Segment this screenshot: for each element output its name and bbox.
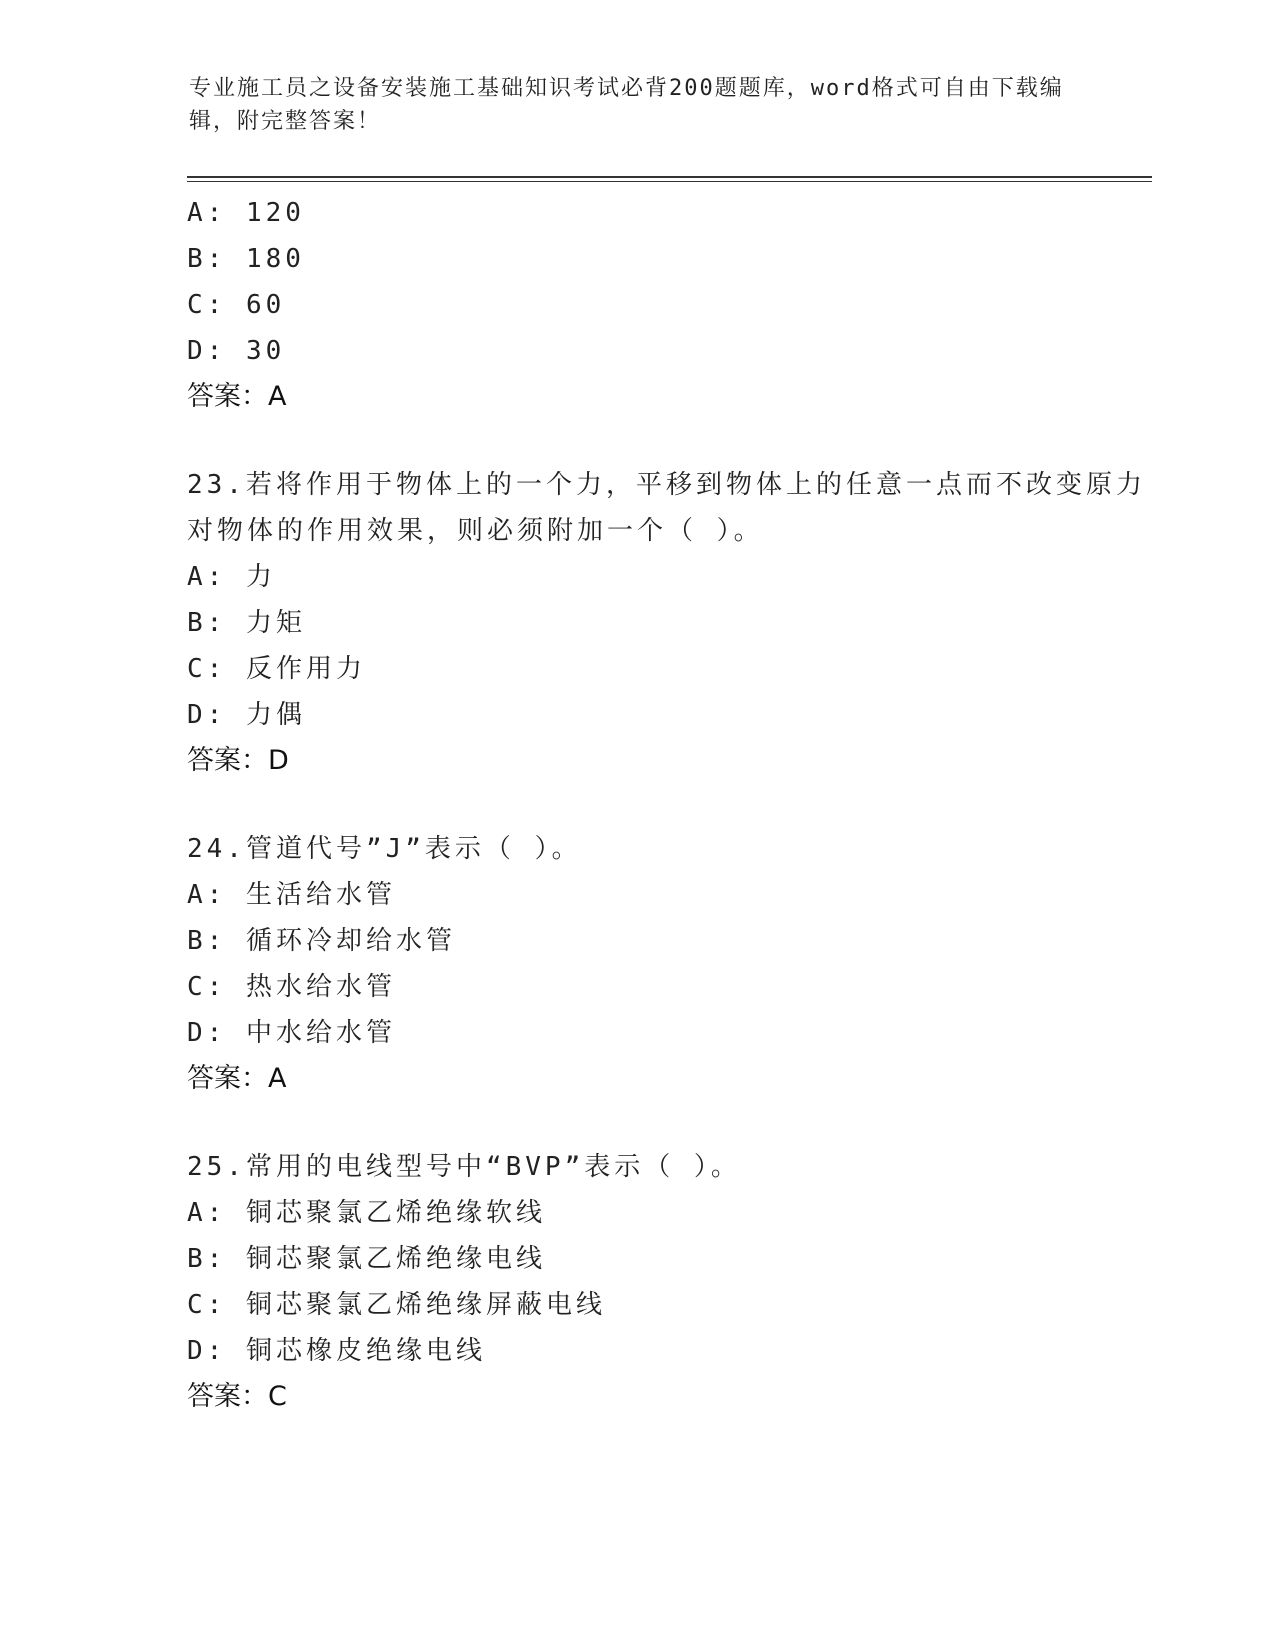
option-d: D: 力偶 <box>187 700 306 730</box>
option-b: B: 力矩 <box>187 608 306 638</box>
question-stem: 25.常用的电线型号中“BVP”表示（ ）。 <box>187 1152 741 1182</box>
answer-line: 答案：A <box>187 1063 287 1094</box>
option-d: D: 中水给水管 <box>187 1018 396 1048</box>
option-d: D: 铜芯橡皮绝缘电线 <box>187 1336 486 1366</box>
question-content <box>187 190 1147 1420</box>
option-d: D: 30 <box>187 336 286 366</box>
option-b: B: 循环冷却给水管 <box>187 926 456 956</box>
answer-line: 答案：D <box>187 745 289 776</box>
header-divider-top <box>187 176 1152 178</box>
question-23 <box>187 462 1147 784</box>
option-a: A: 120 <box>187 198 305 228</box>
option-c: C: 热水给水管 <box>187 972 396 1002</box>
answer-line: 答案：C <box>187 1381 287 1412</box>
option-c: C: 反作用力 <box>187 654 366 684</box>
question-25 <box>187 1144 1147 1420</box>
header-divider-bottom <box>187 181 1152 182</box>
option-a: A: 力 <box>187 562 276 592</box>
option-b: B: 铜芯聚氯乙烯绝缘电线 <box>187 1244 546 1274</box>
document-header: 专业施工员之设备安装施工基础知识考试必背200题题库，word格式可自由下载编辑，附完整答案！ <box>189 76 1064 134</box>
option-a: A: 生活给水管 <box>187 880 396 910</box>
option-b: B: 180 <box>187 244 305 274</box>
question-22-continued <box>187 190 1147 420</box>
question-stem: 24.管道代号”J”表示（ ）。 <box>187 834 582 864</box>
option-c: C: 铜芯聚氯乙烯绝缘屏蔽电线 <box>187 1290 606 1320</box>
question-stem: 23.若将作用于物体上的一个力，平移到物体上的任意一点而不改变原力对物体的作用效果，则必须附加一个（ ）。 <box>187 470 1146 546</box>
answer-line: 答案：A <box>187 381 287 412</box>
option-c: C: 60 <box>187 290 286 320</box>
question-24 <box>187 826 1147 1102</box>
option-a: A: 铜芯聚氯乙烯绝缘软线 <box>187 1198 546 1228</box>
